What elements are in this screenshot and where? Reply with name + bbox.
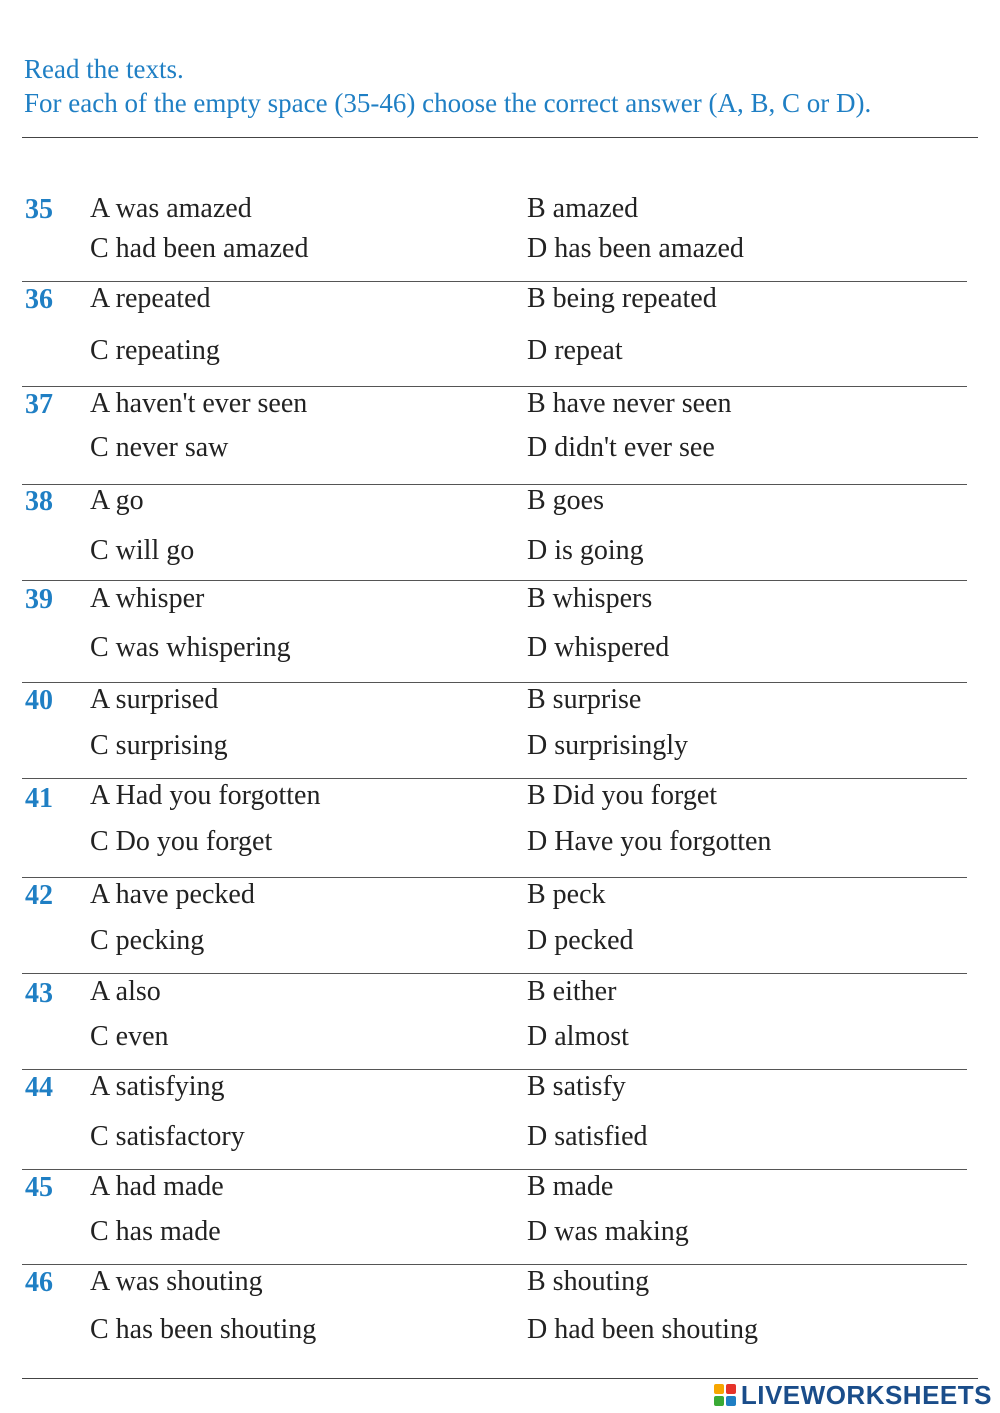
option-c[interactable]: C pecking — [90, 925, 205, 956]
option-c[interactable]: C has been shouting — [90, 1314, 317, 1345]
option-a[interactable]: A Had you forgotten — [90, 780, 321, 811]
question-46 — [22, 1264, 967, 1364]
option-c[interactable]: C satisfactory — [90, 1121, 245, 1152]
option-c[interactable]: C surprising — [90, 730, 228, 761]
option-b[interactable]: B have never seen — [527, 388, 732, 419]
instruction-line-2: For each of the empty space (35-46) choose the correct answer (A, B, C or D). — [24, 88, 872, 118]
question-39 — [22, 580, 967, 683]
option-d[interactable]: D satisfied — [527, 1121, 648, 1152]
top-divider — [22, 137, 978, 138]
question-38 — [22, 484, 967, 581]
option-c[interactable]: C was whispering — [90, 632, 291, 663]
option-b[interactable]: B either — [527, 976, 617, 1007]
question-42 — [22, 877, 967, 974]
option-b[interactable]: B made — [527, 1171, 614, 1202]
option-d[interactable]: D whispered — [527, 632, 670, 663]
question-43 — [22, 973, 967, 1070]
option-d[interactable]: D repeat — [527, 335, 623, 366]
option-a[interactable]: A have pecked — [90, 879, 255, 910]
question-number: 35 — [25, 194, 53, 225]
option-d[interactable]: D was making — [527, 1216, 689, 1247]
question-41 — [22, 778, 967, 878]
option-c[interactable]: C repeating — [90, 335, 220, 366]
option-a[interactable]: A had made — [90, 1171, 224, 1202]
question-number: 44 — [25, 1072, 53, 1103]
option-d[interactable]: D had been shouting — [527, 1314, 758, 1345]
option-d[interactable]: D almost — [527, 1021, 629, 1052]
option-d[interactable]: D surprisingly — [527, 730, 688, 761]
question-35 — [22, 190, 967, 282]
question-40 — [22, 682, 967, 779]
option-a[interactable]: A was amazed — [90, 193, 252, 224]
question-37 — [22, 386, 967, 485]
question-number: 46 — [25, 1267, 53, 1298]
option-b[interactable]: B shouting — [527, 1266, 650, 1297]
instructions — [24, 52, 984, 120]
option-d[interactable]: D didn't ever see — [527, 432, 715, 463]
option-b[interactable]: B whispers — [527, 583, 653, 614]
option-b[interactable]: B goes — [527, 485, 604, 516]
option-b[interactable]: B surprise — [527, 684, 642, 715]
option-a[interactable]: A repeated — [90, 283, 211, 314]
question-45 — [22, 1169, 967, 1265]
question-number: 39 — [25, 584, 53, 615]
question-36 — [22, 281, 967, 387]
option-c[interactable]: C had been amazed — [90, 233, 309, 264]
option-c[interactable]: C never saw — [90, 432, 229, 463]
option-c[interactable]: C Do you forget — [90, 826, 273, 857]
option-c[interactable]: C even — [90, 1021, 169, 1052]
question-number: 40 — [25, 685, 53, 716]
question-44 — [22, 1069, 967, 1170]
option-b[interactable]: B peck — [527, 879, 606, 910]
option-a[interactable]: A was shouting — [90, 1266, 263, 1297]
question-number: 43 — [25, 978, 53, 1009]
option-a[interactable]: A whisper — [90, 583, 205, 614]
question-number: 38 — [25, 486, 53, 517]
option-a[interactable]: A haven't ever seen — [90, 388, 308, 419]
option-c[interactable]: C will go — [90, 535, 195, 566]
question-number: 37 — [25, 389, 53, 420]
option-b[interactable]: B amazed — [527, 193, 639, 224]
question-number: 42 — [25, 880, 53, 911]
option-d[interactable]: D pecked — [527, 925, 634, 956]
option-d[interactable]: D is going — [527, 535, 644, 566]
question-number: 36 — [25, 284, 53, 315]
option-a[interactable]: A also — [90, 976, 161, 1007]
option-d[interactable]: D Have you forgotten — [527, 826, 772, 857]
option-b[interactable]: B satisfy — [527, 1071, 626, 1102]
instruction-line-1: Read the texts. — [24, 54, 184, 84]
question-number: 45 — [25, 1172, 53, 1203]
option-d[interactable]: D has been amazed — [527, 233, 744, 264]
liveworksheets-logo-icon — [713, 1383, 737, 1407]
option-b[interactable]: B Did you forget — [527, 780, 718, 811]
logo-text: LIVEWORKSHEETS — [740, 1379, 992, 1410]
liveworksheets-logo — [713, 1381, 992, 1409]
question-number: 41 — [25, 783, 53, 814]
option-a[interactable]: A satisfying — [90, 1071, 225, 1102]
option-a[interactable]: A surprised — [90, 684, 219, 715]
option-b[interactable]: B being repeated — [527, 283, 717, 314]
option-a[interactable]: A go — [90, 485, 144, 516]
option-c[interactable]: C has made — [90, 1216, 221, 1247]
